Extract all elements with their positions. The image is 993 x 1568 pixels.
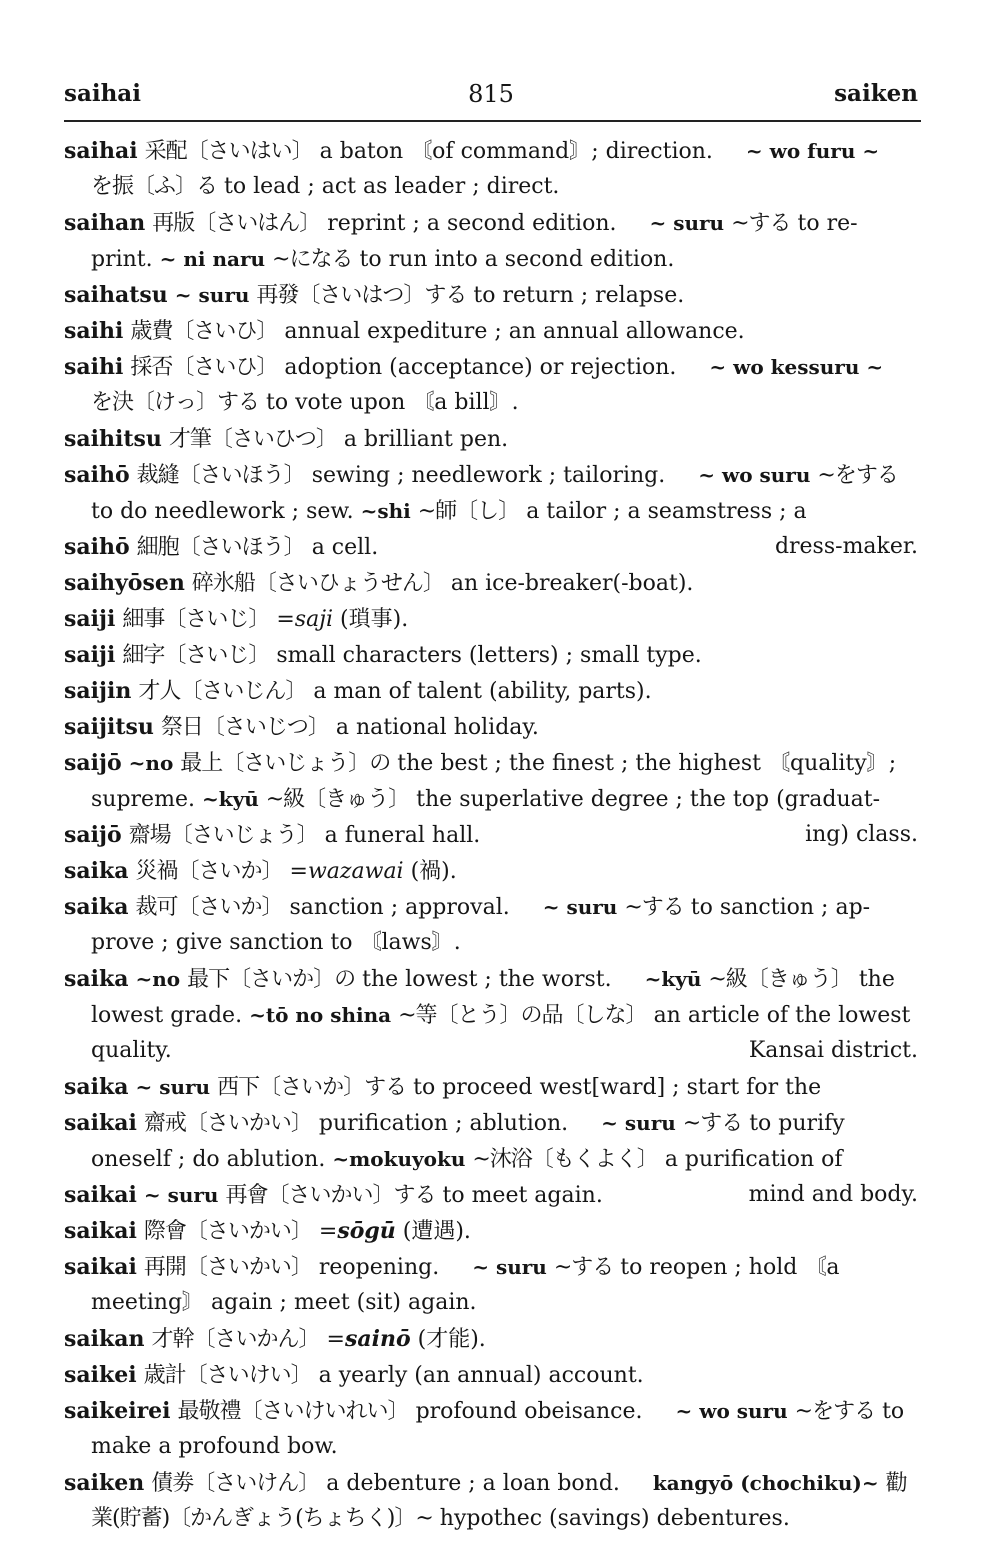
entry-japanese: 祭日〔さいじつ〕	[160, 715, 329, 740]
entry-japanese: を振〔ふ〕る	[91, 174, 218, 199]
entry-japanese: 最下〔さいか〕の	[187, 967, 356, 992]
entry-japanese: を決〔けっ〕する	[91, 390, 260, 415]
entry-japanese: 再會〔さいかい〕する	[225, 1183, 436, 1208]
entry-phrase: ~ suru	[143, 1183, 219, 1207]
entry-japanese: ~師〔し〕	[417, 499, 520, 524]
entry-japanese: 細字〔さいじ〕	[122, 643, 270, 668]
entry-japanese: ~する	[682, 1111, 743, 1136]
cross-reference: wazawai	[307, 859, 404, 884]
entry-definition: sewing ; needlework ; tailoring.	[311, 463, 666, 488]
page-number: 815	[468, 80, 514, 108]
entry-japanese: 再版〔さいはん〕	[152, 211, 321, 236]
entry	[64, 421, 918, 457]
entry-definition: to return ; relapse.	[473, 283, 685, 308]
entry	[64, 889, 918, 961]
entry	[64, 205, 918, 277]
entry	[64, 673, 918, 709]
entry-japanese: ~級〔きゅう〕	[708, 967, 852, 992]
entry-definition: lowest grade.	[91, 1003, 243, 1028]
entry	[64, 745, 918, 817]
entry-definition: a tailor ; a seamstress ; a	[526, 499, 807, 524]
entry-headword: saikan	[64, 1326, 145, 1352]
entry-japanese: ~沐浴〔もくよく〕	[472, 1147, 658, 1172]
entry-headword: saika	[64, 858, 129, 884]
entry-headword: saikei	[64, 1362, 137, 1388]
entry-headword: saijō	[64, 822, 122, 848]
entry-definition: profound obeisance.	[415, 1399, 643, 1424]
entry-phrase: ~kyū	[644, 967, 702, 991]
header-first-word: saihai	[64, 80, 141, 107]
wrap-overflow: dress-maker.	[774, 534, 918, 559]
entry	[64, 853, 918, 889]
cross-reference: sōgū	[337, 1218, 396, 1244]
entry-phrase: ~no	[135, 967, 181, 991]
entry-definition: make a profound bow.	[91, 1434, 338, 1459]
cross-reference: saji	[294, 607, 334, 632]
cross-reference: sainō	[344, 1326, 411, 1352]
entry-definition: reprint ; a second edition.	[327, 211, 617, 236]
entry-definition: an ice-breaker(-boat).	[450, 571, 694, 596]
header-rule	[64, 120, 921, 122]
entry-headword: saihan	[64, 210, 146, 236]
entry-headword: saika	[64, 1074, 129, 1100]
entry-headword: saijin	[64, 678, 132, 704]
entry-japanese: 才幹〔さいかん〕	[151, 1327, 320, 1352]
entry-definition: a brilliant pen.	[343, 427, 509, 452]
entry-japanese: 再開〔さいかい〕	[143, 1255, 312, 1280]
entry-japanese: 勸	[885, 1471, 907, 1496]
entry	[64, 133, 918, 205]
entry-phrase: ~kyū	[201, 787, 259, 811]
wrap-overflow: mind and body.	[748, 1182, 918, 1207]
entry-japanese: ~級〔きゅう〕	[265, 787, 410, 812]
entry-japanese: 業(貯蓄)〔かんぎょう(ちょちく)〕~	[91, 1506, 433, 1531]
entry-definition: to re-	[797, 211, 858, 236]
entry-definition: to	[882, 1399, 905, 1424]
entry-headword: saikai	[64, 1254, 137, 1280]
entry-headword: saijō	[64, 750, 122, 776]
entry-definition: hypothec (savings) debentures.	[439, 1506, 790, 1531]
entry-definition: sanction ; approval.	[289, 895, 510, 920]
entry-definition: the best ; the finest ; the highest 〘quality〙;	[397, 751, 897, 776]
entry-definition: adoption (acceptance) or rejection.	[284, 355, 677, 380]
entry-japanese: 裁縫〔さいほう〕	[136, 463, 305, 488]
entry	[64, 457, 918, 529]
entry-definition: an article of the lowest	[653, 1003, 911, 1028]
entry-definition: (瑣事).	[340, 607, 409, 632]
entry-definition: =	[289, 859, 308, 884]
entry-japanese: 債劵〔さいけん〕	[151, 1471, 320, 1496]
entry-japanese: 碎氷船〔さいひょうせん〕	[191, 571, 444, 596]
wrap-overflow: ing) class.	[805, 822, 918, 847]
entry-headword: saihitsu	[64, 426, 162, 452]
entry-definition: (遭遇).	[402, 1219, 471, 1244]
entry-japanese: 細事〔さいじ〕	[122, 607, 270, 632]
entry	[64, 529, 918, 565]
entry-headword: saika	[64, 894, 129, 920]
entry-japanese: 採否〔さいひ〕	[130, 355, 278, 380]
entry-japanese: 齋戒〔さいかい〕	[143, 1111, 312, 1136]
entry-japanese: ~等〔とう〕の品〔しな〕	[398, 1003, 647, 1028]
entry-headword: saihō	[64, 462, 130, 488]
entry-japanese: 西下〔さいか〕する	[217, 1075, 407, 1100]
entry-japanese: 齋場〔さいじょう〕	[128, 823, 318, 848]
entry	[64, 961, 918, 1069]
entry	[64, 277, 918, 313]
entry	[64, 1249, 918, 1321]
entry-headword: saikai	[64, 1218, 137, 1244]
entry-japanese: 最敬禮〔さいけいれい〕	[177, 1399, 409, 1424]
entry-headword: saihi	[64, 318, 124, 344]
entry-japanese: 際會〔さいかい〕	[143, 1219, 312, 1244]
entry-definition: to purify	[749, 1111, 845, 1136]
entry-phrase: ~shi	[360, 499, 411, 523]
entry-japanese: ~をする	[817, 463, 898, 488]
entry-headword: saika	[64, 966, 129, 992]
entry-definition: reopening.	[318, 1255, 440, 1280]
entry-japanese: 再發〔さいはつ〕する	[256, 283, 467, 308]
entry-definition: to reopen ; hold 〘a	[620, 1255, 840, 1280]
entry-phrase: ~mokuyoku	[332, 1147, 466, 1171]
entry-headword: saihatsu	[64, 282, 168, 308]
entry-headword: saihi	[64, 354, 124, 380]
entry-phrase: ~ suru	[174, 283, 250, 307]
entry-definition: print.	[91, 247, 153, 272]
entry-definition: a baton 〘of command〙; direction.	[319, 139, 713, 164]
entry-definition: the lowest ; the worst.	[362, 967, 612, 992]
entry-japanese: 災禍〔さいか〕	[135, 859, 283, 884]
entry-japanese: ~になる	[272, 247, 353, 272]
entry-japanese: 歳費〔さいひ〕	[130, 319, 278, 344]
entry-phrase: ~ wo kessuru ~	[709, 355, 884, 379]
entry-definition: quality.	[91, 1038, 172, 1063]
entry-definition: oneself ; do ablution.	[91, 1147, 326, 1172]
entry-definition: to vote upon 〘a bill〙.	[266, 390, 519, 415]
entry-definition: =	[326, 1327, 345, 1352]
entry-definition: a purification of	[664, 1147, 843, 1172]
entry-phrase: ~tō no shina	[249, 1003, 392, 1027]
entry-definition: a debenture ; a loan bond.	[326, 1471, 620, 1496]
entry-headword: saikeirei	[64, 1398, 171, 1424]
entry-definition: a funeral hall.	[324, 823, 481, 848]
entry-definition: a yearly (an annual) account.	[318, 1363, 644, 1388]
header-last-word: saiken	[834, 80, 918, 107]
entry-definition: a cell.	[311, 535, 379, 560]
page-header	[64, 76, 918, 112]
entry-definition: to meet again.	[442, 1183, 603, 1208]
entry-headword: saikai	[64, 1110, 137, 1136]
entry-headword: saijitsu	[64, 714, 154, 740]
entry-headword: saiken	[64, 1470, 145, 1496]
wrap-overflow: Kansai district.	[748, 1038, 918, 1063]
entry-definition: to sanction ; ap-	[690, 895, 871, 920]
entry-japanese: 才筆〔さいひつ〕	[168, 427, 337, 452]
entry-headword: saihyōsen	[64, 570, 185, 596]
entry-definition: prove ; give sanction to 〘laws〙.	[91, 930, 461, 955]
entry-japanese: 裁可〔さいか〕	[135, 895, 283, 920]
entry-phrase: ~ wo furu ~	[745, 139, 880, 163]
entry	[64, 817, 918, 853]
entry-japanese: 才人〔さいじん〕	[138, 679, 307, 704]
entry-phrase: ~ suru	[135, 1075, 211, 1099]
entry	[64, 637, 918, 673]
entry	[64, 601, 918, 637]
entry-definition: purification ; ablution.	[318, 1111, 569, 1136]
entry-phrase: ~ suru	[542, 895, 618, 919]
entry-japanese: 細胞〔さいほう〕	[136, 535, 305, 560]
entry	[64, 565, 918, 601]
entry	[64, 1105, 918, 1177]
entry	[64, 313, 918, 349]
entry-phrase: ~ suru	[601, 1111, 676, 1135]
entry	[64, 1465, 918, 1537]
entry-definition: the	[858, 967, 895, 992]
entry-definition: a man of talent (ability, parts).	[313, 679, 652, 704]
entry-phrase: ~ ni naru	[159, 247, 266, 271]
entry-headword: saikai	[64, 1182, 137, 1208]
entry-definition: a national holiday.	[335, 715, 539, 740]
entry	[64, 709, 918, 745]
entry-definition: meeting〙 again ; meet (sit) again.	[91, 1290, 477, 1315]
entry-definition: annual expediture ; an annual allowance.	[284, 319, 745, 344]
entry	[64, 349, 918, 421]
entry-definition: to do needlework ; sew.	[91, 499, 354, 524]
entry	[64, 1357, 918, 1393]
entry-definition: to proceed west[ward] ; start for the	[413, 1075, 822, 1100]
entry	[64, 1069, 918, 1105]
entry-definition: the superlative degree ; the top (graduat-	[416, 787, 881, 812]
entry-japanese: 歳計〔さいけい〕	[143, 1363, 312, 1388]
entry-japanese: 最上〔さいじょう〕の	[180, 751, 391, 776]
entry-phrase: ~ wo suru	[698, 463, 811, 487]
entry-definition: to lead ; act as leader ; direct.	[224, 174, 560, 199]
entry-definition: (才能).	[417, 1327, 486, 1352]
entry-phrase: ~ wo suru	[675, 1399, 788, 1423]
entry-definition: small characters (letters) ; small type.	[276, 643, 702, 668]
entry-phrase: ~ suru	[649, 211, 725, 235]
entry	[64, 1213, 918, 1249]
entry	[64, 1177, 918, 1213]
entry	[64, 1393, 918, 1465]
entry-definition: supreme.	[91, 787, 195, 812]
entry	[64, 1321, 918, 1357]
entry-japanese: 采配〔さいはい〕	[144, 139, 313, 164]
entry-definition: =	[276, 607, 295, 632]
entry-japanese: ~をする	[794, 1399, 876, 1424]
entry-definition: to run into a second edition.	[359, 247, 675, 272]
entry-japanese: ~する	[553, 1255, 614, 1280]
entry-headword: saiji	[64, 642, 116, 668]
entry-definition: (禍).	[410, 859, 457, 884]
entry-headword: saihō	[64, 534, 130, 560]
entry-phrase: kangyō (chochiku)~	[652, 1471, 879, 1495]
entry-headword: saiji	[64, 606, 116, 632]
entry-phrase: ~no	[128, 751, 174, 775]
entry-japanese: ~する	[731, 211, 791, 236]
entry-list	[64, 133, 918, 1537]
entry-phrase: ~ suru	[472, 1255, 547, 1279]
entry-japanese: ~する	[624, 895, 684, 920]
entry-headword: saihai	[64, 138, 138, 164]
entry-definition: =	[318, 1219, 338, 1244]
